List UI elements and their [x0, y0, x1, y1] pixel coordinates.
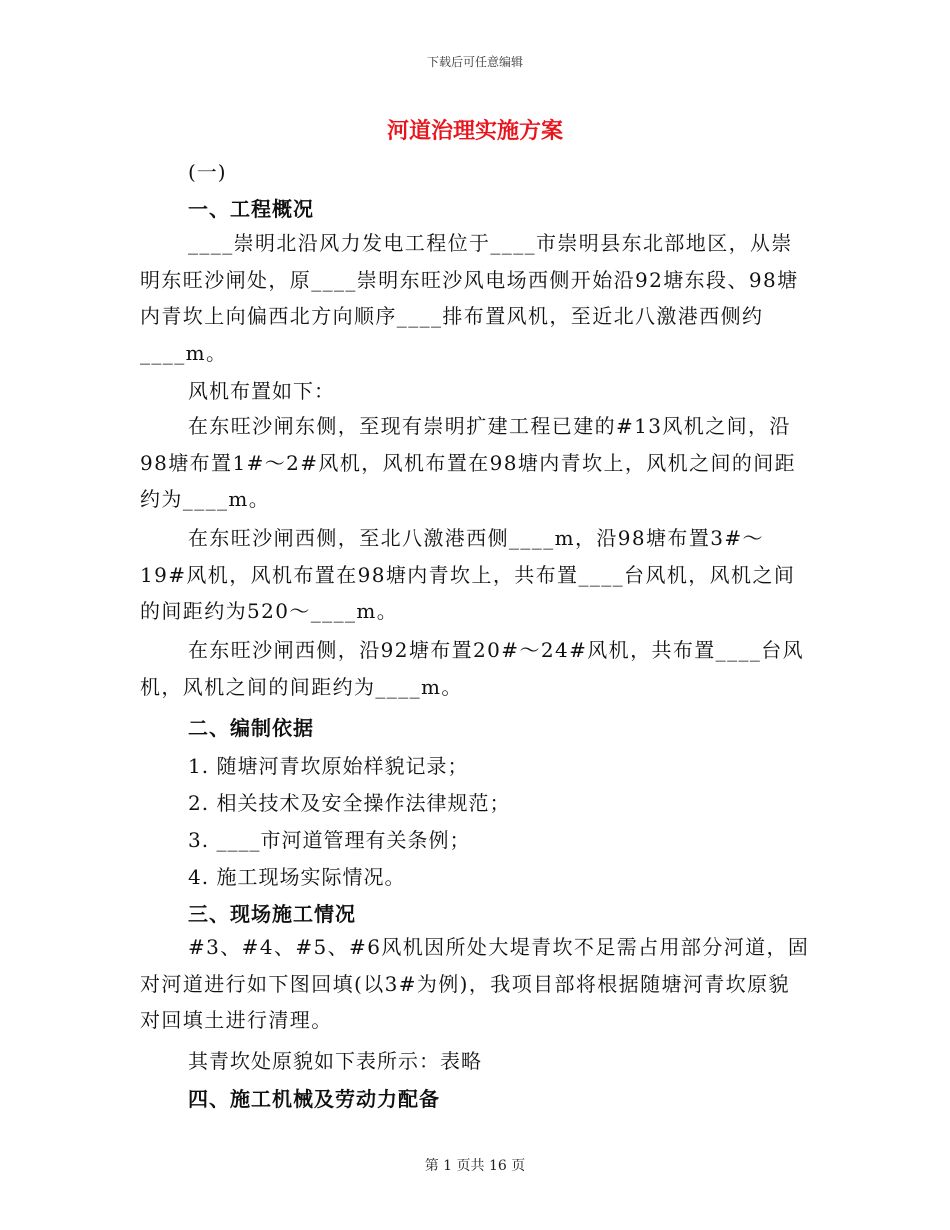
- s1-paragraph-3: 在东旺沙闸东侧，至现有崇明扩建工程已建的#13风机之间，沿98塘布置1#～2#风机，风机布置在98塘内青坎上，风机之间的间距约为____m。: [140, 414, 797, 511]
- s3-paragraph-1: #3、#4、#5、#6风机因所处大堤青坎不足需占用部分河道，固对河道进行如下图回填(以3#为例)，我项目部将根据随塘河青坎原貌对回填土进行清理。: [140, 935, 810, 1032]
- section-2-heading: 二、编制依据: [188, 716, 314, 740]
- list-item: 2. 相关技术及安全操作法律规范；: [188, 791, 511, 815]
- s1-paragraph-1: ____崇明北沿风力发电工程位于____市崇明县东北部地区，从崇明东旺沙闸处，原____崇明东旺沙风电场西侧开始沿92塘东段、98塘内青坎上向偏西北方向顺序____排布置风机，至近北八激港西侧约____m。: [140, 231, 799, 365]
- s1-paragraph-2: 风机布置如下：: [188, 379, 335, 403]
- document-title: 河道治理实施方案: [386, 119, 563, 144]
- s1-paragraph-4: 在东旺沙闸西侧，至北八激港西侧____m，沿98塘布置3#～19#风机，风机布置在98塘内青坎上，共布置____台风机，风机之间的间距约为520～____m。: [140, 526, 796, 623]
- page-header: 下载后可任意编辑: [426, 55, 523, 69]
- section-4-heading: 四、施工机械及劳动力配备: [188, 1087, 440, 1111]
- list-item: 1. 随塘河青坎原始样貌记录；: [188, 754, 469, 778]
- s3-paragraph-2: 其青坎处原貌如下表所示：表略: [188, 1049, 482, 1073]
- list-item: 3. ____市河道管理有关条例；: [188, 828, 471, 852]
- list-item: 4. 施工现场实际情况。: [188, 865, 406, 889]
- section-1-heading: 一、工程概况: [188, 197, 314, 221]
- page-footer: 第 1 页共 16 页: [424, 1158, 526, 1174]
- s1-paragraph-5: 在东旺沙闸西侧，沿92塘布置20#～24#风机，共布置____台风机，风机之间的间距约为____m。: [140, 638, 805, 699]
- section-3-heading: 三、现场施工情况: [188, 902, 356, 926]
- section-marker: (一): [188, 160, 227, 184]
